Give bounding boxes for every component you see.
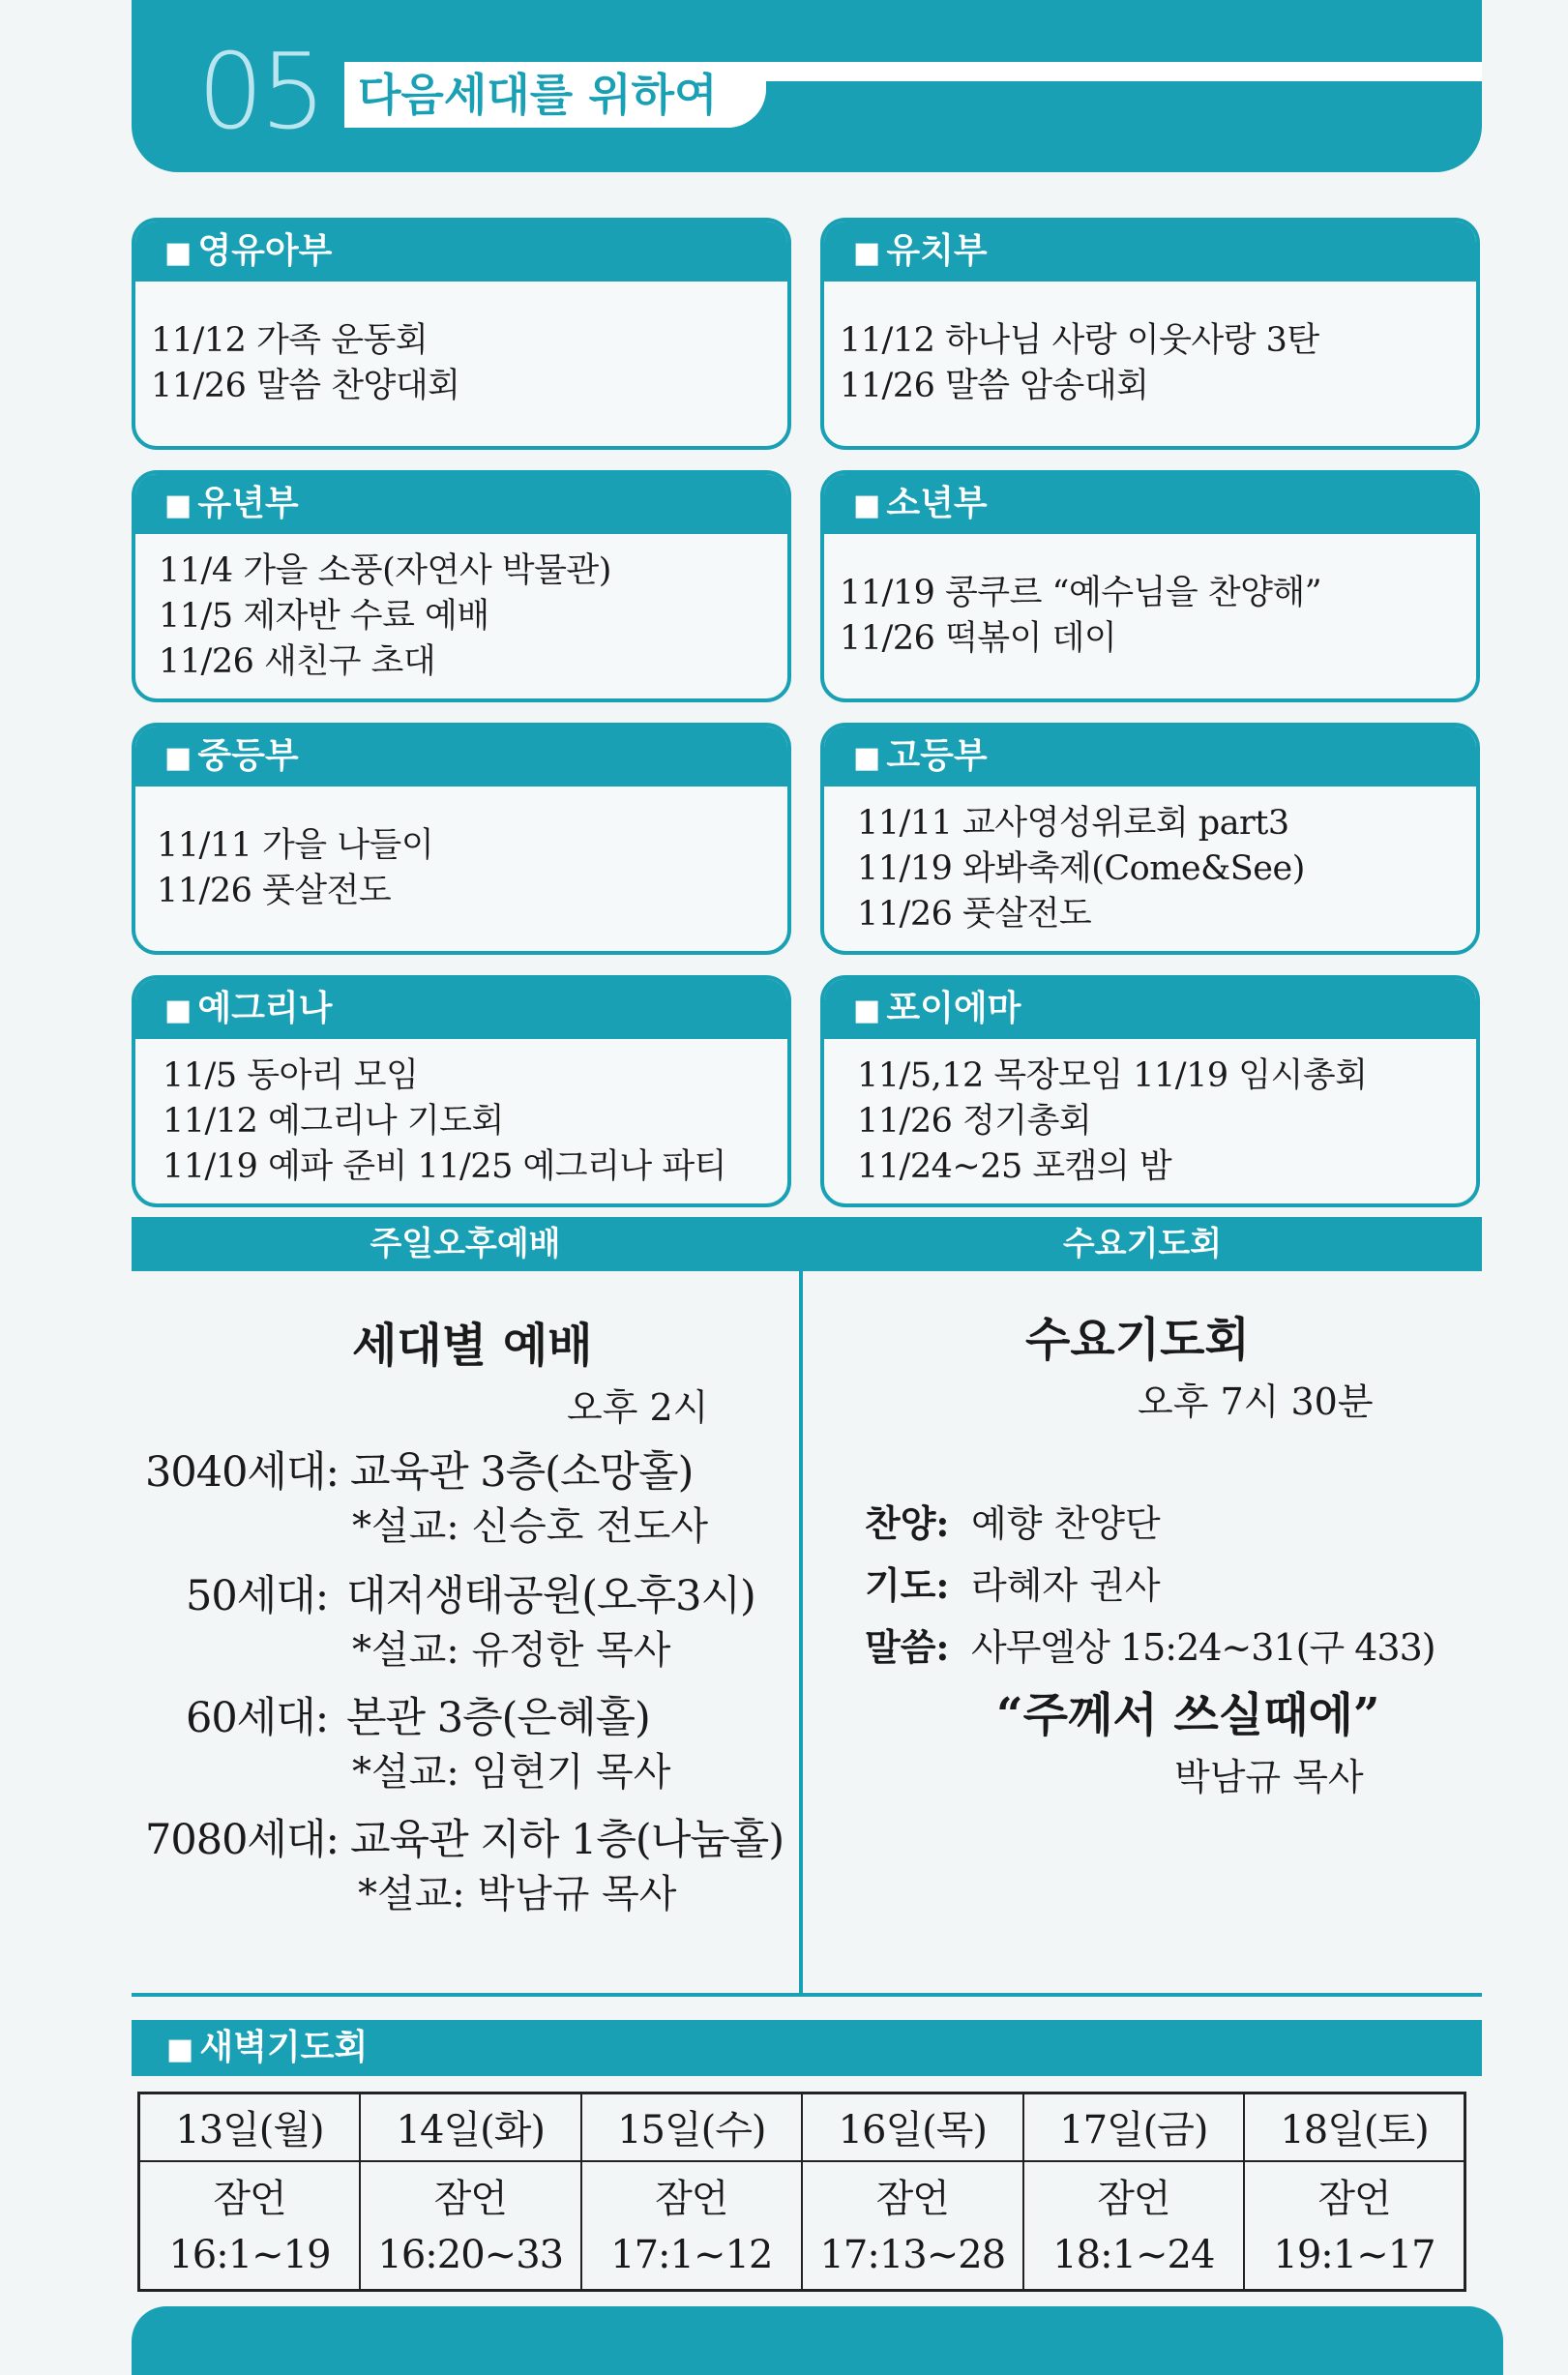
dept-schedule [157, 787, 778, 951]
sunday-service-header: 주일오후예배 [132, 1217, 799, 1271]
dept-header: ■ 고등부 [824, 727, 1476, 787]
generation-label: 7080세대: [145, 1816, 339, 1864]
schedule-line: 11/26 새친구 초대 [159, 641, 436, 681]
scripture-cell: 잠언 16:1~19 [139, 2161, 360, 2291]
day-cell: 13일(월) [139, 2093, 360, 2161]
prayer-value: 라혜자 권사 [971, 1564, 1161, 1607]
word-label: 말씀: [865, 1625, 950, 1669]
scripture-cell: 잠언 17:1~12 [581, 2161, 802, 2291]
dept-schedule [857, 787, 1466, 951]
schedule-line: 11/26 풋살전도 [857, 894, 1092, 934]
square-icon: ■ [166, 2033, 194, 2066]
scripture-cell: 잠언 16:20~33 [360, 2161, 581, 2291]
table-row [139, 2161, 1465, 2291]
schedule-line: 11/5,12 목장모임 11/19 임시총회 [857, 1055, 1368, 1095]
day-cell: 16일(목) [802, 2093, 1023, 2161]
service-place: 교육관 지하 1층(나눔홀) [350, 1816, 784, 1864]
schedule-line: 11/19 콩쿠르 “예수님을 찬양해” [840, 574, 1322, 612]
service-place: 교육관 3층(소망홀) [350, 1448, 694, 1497]
section-divider [132, 1993, 1482, 1997]
dept-header: ■ 유치부 [824, 222, 1476, 282]
scripture-cell: 잠언 19:1~17 [1244, 2161, 1464, 2291]
schedule-line: 11/24~25 포캠의 밤 [857, 1146, 1172, 1186]
dept-box [132, 218, 791, 450]
dept-box [820, 975, 1480, 1207]
schedule-line: 11/11 가을 나들이 [157, 826, 434, 865]
schedule-line: 11/26 정기총회 [857, 1101, 1092, 1141]
square-icon: ■ [853, 994, 881, 1027]
schedule-line: 11/12 가족 운동회 [151, 321, 429, 360]
square-icon: ■ [164, 741, 192, 775]
service-preacher: *설교: 박남규 목사 [358, 1872, 677, 1916]
schedule-line: 11/26 떡볶이 데이 [840, 619, 1117, 658]
schedule-line: 11/4 가을 소풍(자연사 박물관) [159, 550, 611, 590]
dept-box [820, 723, 1480, 955]
schedule-line: 11/5 제자반 수료 예배 [159, 596, 489, 636]
dept-header: ■ 중등부 [135, 727, 787, 787]
scripture-cell: 잠언 17:13~28 [802, 2161, 1023, 2291]
header-bar [132, 0, 1482, 172]
schedule-line: 11/19 예파 준비 11/25 예그리나 파티 [163, 1146, 726, 1186]
dawn-prayer-header: ■ 새벽기도회 [132, 2020, 1482, 2076]
prayer-label: 기도: [865, 1563, 950, 1607]
schedule-line: 11/26 말씀 찬양대회 [151, 367, 460, 405]
dept-box [820, 218, 1480, 450]
dept-box [132, 975, 791, 1207]
dept-box [132, 723, 791, 955]
praise-value: 예향 찬양단 [971, 1502, 1161, 1545]
schedule-line: 11/19 와봐축제(Come&See) [857, 848, 1305, 888]
wednesday-service-header: 수요기도회 [803, 1217, 1482, 1271]
day-cell: 17일(금) [1023, 2093, 1244, 2161]
square-icon: ■ [164, 236, 192, 270]
sunday-time: 오후 2시 [567, 1386, 709, 1429]
square-icon: ■ [164, 489, 192, 522]
wednesday-preacher: 박남규 목사 [1174, 1756, 1364, 1798]
schedule-line: 11/5 동아리 모임 [163, 1055, 419, 1095]
generation-label: 50세대: [186, 1572, 329, 1620]
schedule-line: 11/26 풋살전도 [157, 872, 392, 910]
service-preacher: *설교: 신승호 전도사 [352, 1504, 709, 1549]
schedule-line: 11/26 말씀 암송대회 [840, 367, 1149, 405]
dept-schedule [857, 1039, 1466, 1203]
service-preacher: *설교: 임현기 목사 [352, 1750, 671, 1795]
scripture-cell: 잠언 18:1~24 [1023, 2161, 1244, 2291]
dept-header: ■ 포이에마 [824, 979, 1476, 1039]
service-place: 본관 3층(은혜홀) [346, 1694, 650, 1742]
dept-header: ■ 소년부 [824, 474, 1476, 534]
word-value: 사무엘상 15:24~31(구 433) [971, 1626, 1435, 1669]
dept-box [820, 470, 1480, 702]
dept-schedule [151, 282, 778, 446]
dept-schedule [840, 282, 1466, 446]
section-number: 05 [197, 32, 323, 153]
wednesday-title: 수요기도회 [1025, 1313, 1250, 1367]
dept-header: ■ 유년부 [135, 474, 787, 534]
table-header-row [139, 2093, 1465, 2161]
sermon-title: “주께서 쓰실때에” [996, 1688, 1380, 1742]
day-cell: 14일(화) [360, 2093, 581, 2161]
dept-schedule [163, 1039, 778, 1203]
day-cell: 15일(수) [581, 2093, 802, 2161]
dept-header: ■ 예그리나 [135, 979, 787, 1039]
sunday-title: 세대별 예배 [352, 1319, 593, 1373]
praise-label: 찬양: [865, 1501, 950, 1545]
schedule-line: 11/12 예그리나 기도회 [163, 1101, 504, 1141]
generation-label: 60세대: [186, 1694, 329, 1742]
column-divider [799, 1217, 803, 1997]
dept-header: ■ 영유아부 [135, 222, 787, 282]
schedule-line: 11/11 교사영성위로회 part3 [857, 803, 1289, 843]
dawn-prayer-table [137, 2092, 1466, 2292]
section-title: 다음세대를 위하여 [344, 62, 766, 128]
schedule-line: 11/12 하나님 사랑 이웃사랑 3탄 [840, 321, 1319, 360]
dept-schedule [159, 534, 778, 698]
generation-label: 3040세대: [145, 1448, 339, 1497]
square-icon: ■ [164, 994, 192, 1027]
wednesday-time: 오후 7시 30분 [1138, 1380, 1374, 1423]
square-icon: ■ [853, 489, 881, 522]
dept-schedule [840, 534, 1466, 698]
day-cell: 18일(토) [1244, 2093, 1464, 2161]
dept-box [132, 470, 791, 702]
service-preacher: *설교: 유정한 목사 [352, 1628, 671, 1673]
service-place: 대저생태공원(오후3시) [346, 1572, 755, 1620]
footer-bar [132, 2306, 1503, 2375]
square-icon: ■ [853, 236, 881, 270]
square-icon: ■ [853, 741, 881, 775]
